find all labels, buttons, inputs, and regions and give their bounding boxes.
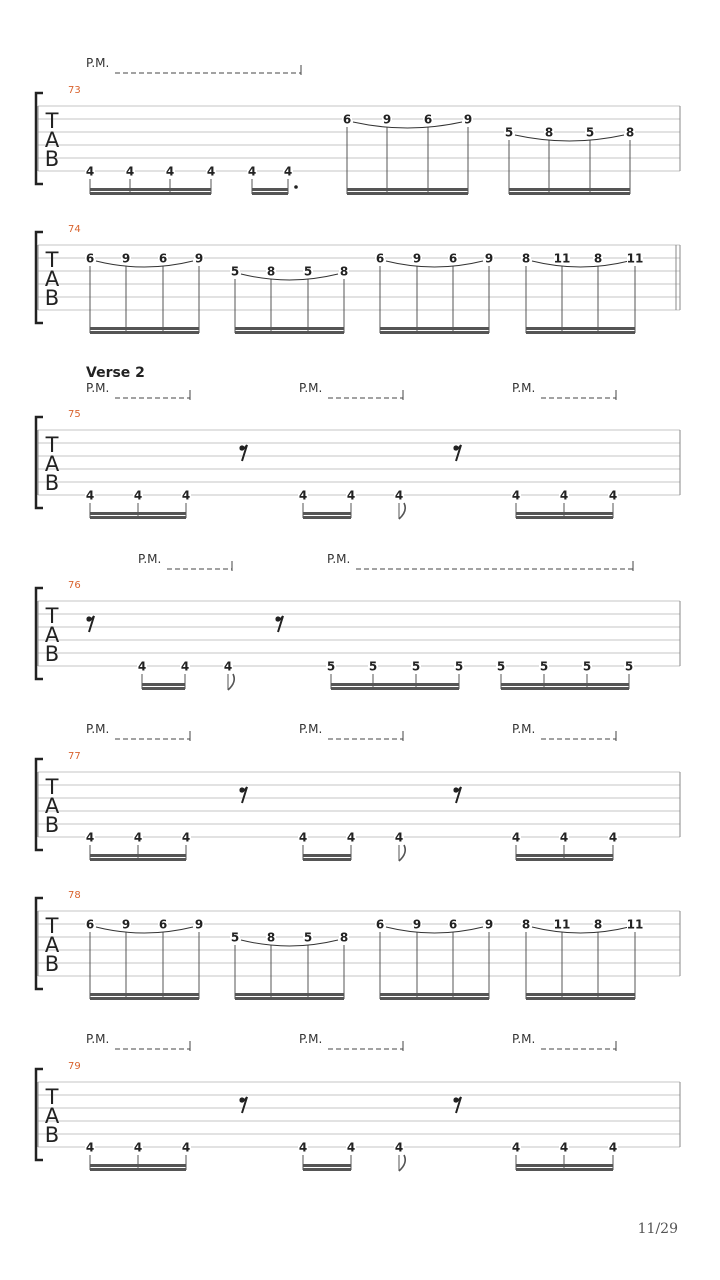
beam-group xyxy=(142,674,185,690)
fret-number: 4 xyxy=(133,488,143,503)
fret-number: 4 xyxy=(181,1140,191,1155)
fret-number: 4 xyxy=(298,1140,308,1155)
tab-clef-a: A xyxy=(44,267,60,291)
fret-number: 6 xyxy=(423,112,433,127)
flagged-note xyxy=(399,845,405,861)
beam xyxy=(90,1168,186,1171)
fret-number: 5 xyxy=(539,659,549,674)
measure-number: 77 xyxy=(68,751,81,762)
tab-clef-b: B xyxy=(44,813,60,837)
tab-clef-t: T xyxy=(45,775,59,799)
beam-group xyxy=(90,845,186,861)
fret-number: 5 xyxy=(230,930,240,945)
fret-number: 4 xyxy=(298,830,308,845)
measure-number: 76 xyxy=(68,580,81,591)
eighth-rest xyxy=(453,1097,461,1113)
fret-number: 8 xyxy=(521,251,531,266)
beam-group xyxy=(347,127,468,195)
tab-clef-b: B xyxy=(44,642,60,666)
fret-number: 4 xyxy=(206,164,216,179)
fret-number: 5 xyxy=(454,659,464,674)
fret-number: 8 xyxy=(544,125,554,140)
beam xyxy=(235,997,344,1000)
fret-number: 4 xyxy=(223,659,233,674)
slur xyxy=(96,261,193,267)
fret-number: 9 xyxy=(121,917,131,932)
eighth-rest xyxy=(239,787,247,803)
tab-clef-a: A xyxy=(44,623,60,647)
tab-clef-a: A xyxy=(44,128,60,152)
slur xyxy=(532,927,629,933)
fret-number: 4 xyxy=(511,830,521,845)
beam xyxy=(526,997,635,1000)
eighth-rest xyxy=(239,445,247,461)
beam xyxy=(331,683,459,686)
eighth-rest xyxy=(453,787,461,803)
eighth-rest xyxy=(86,616,94,632)
note-flag xyxy=(399,503,405,519)
fret-number: 6 xyxy=(85,917,95,932)
beam xyxy=(526,327,635,330)
beam-group xyxy=(331,674,459,690)
tab-clef-a: A xyxy=(44,794,60,818)
beam xyxy=(90,188,211,191)
flagged-note xyxy=(399,1155,405,1171)
beam xyxy=(501,683,629,686)
fret-number: 11 xyxy=(626,917,644,932)
beam xyxy=(252,188,258,191)
fret-number: 5 xyxy=(582,659,592,674)
fret-number: 5 xyxy=(230,264,240,279)
fret-number: 4 xyxy=(608,1140,618,1155)
beam-group xyxy=(303,1155,351,1171)
tab-system xyxy=(36,722,680,861)
beam-group xyxy=(90,266,199,334)
eighth-rest xyxy=(275,616,283,632)
slur xyxy=(96,927,193,933)
slur xyxy=(241,274,338,280)
beam xyxy=(90,993,199,996)
system-bracket xyxy=(36,93,43,184)
fret-number: 4 xyxy=(247,164,257,179)
tab-clef-a: A xyxy=(44,452,60,476)
fret-number: 5 xyxy=(368,659,378,674)
page-number: 11/29 xyxy=(637,1221,678,1237)
beam xyxy=(252,192,288,195)
beam xyxy=(509,192,630,195)
system-bracket xyxy=(36,759,43,850)
measure-number: 73 xyxy=(68,85,81,96)
fret-number: 4 xyxy=(85,164,95,179)
fret-number: 4 xyxy=(181,830,191,845)
fret-number: 4 xyxy=(133,1140,143,1155)
fret-number: 4 xyxy=(511,488,521,503)
eighth-rest xyxy=(239,1097,247,1113)
palm-mute-label: P.M. xyxy=(86,56,110,70)
fret-number: 8 xyxy=(266,264,276,279)
beam xyxy=(235,327,344,330)
beam-group xyxy=(380,266,489,334)
tab-clef-t: T xyxy=(45,433,59,457)
fret-number: 4 xyxy=(165,164,175,179)
palm-mute-label: P.M. xyxy=(86,1032,110,1046)
fret-number: 6 xyxy=(375,917,385,932)
fret-number: 5 xyxy=(585,125,595,140)
fret-number: 4 xyxy=(298,488,308,503)
beam xyxy=(331,687,459,690)
fret-number: 6 xyxy=(448,917,458,932)
palm-mute-label: P.M. xyxy=(86,381,110,395)
tab-clef-a: A xyxy=(44,1104,60,1128)
tab-system xyxy=(36,224,680,334)
beam xyxy=(347,192,468,195)
fret-number: 6 xyxy=(158,917,168,932)
beam-group xyxy=(252,179,298,195)
tab-clef-t: T xyxy=(45,1085,59,1109)
palm-mute-label: P.M. xyxy=(138,552,162,566)
beam-group xyxy=(303,845,351,861)
beam xyxy=(90,1164,138,1167)
palm-mute-label: P.M. xyxy=(512,1032,536,1046)
fret-number: 9 xyxy=(412,251,422,266)
beam xyxy=(526,993,635,996)
dot xyxy=(294,185,298,189)
fret-number: 5 xyxy=(326,659,336,674)
beam xyxy=(303,516,351,519)
palm-mute-label: P.M. xyxy=(512,381,536,395)
beam xyxy=(526,331,635,334)
fret-number: 5 xyxy=(624,659,634,674)
fret-number: 8 xyxy=(266,930,276,945)
beam-group xyxy=(303,503,351,519)
slur xyxy=(353,122,462,128)
system-bracket xyxy=(36,232,43,323)
beam-group xyxy=(90,932,199,1000)
beam-group xyxy=(235,945,344,1000)
beam xyxy=(303,1164,351,1167)
fret-number: 9 xyxy=(412,917,422,932)
palm-mute-label: P.M. xyxy=(299,1032,323,1046)
fret-number: 4 xyxy=(85,488,95,503)
tab-system xyxy=(36,890,680,1000)
beam-group xyxy=(526,266,635,334)
fret-number: 9 xyxy=(194,917,204,932)
fret-number: 9 xyxy=(194,251,204,266)
tab-system xyxy=(36,365,680,519)
fret-number: 4 xyxy=(85,1140,95,1155)
palm-mute-label: P.M. xyxy=(327,552,351,566)
beam-group xyxy=(380,932,489,1000)
system-bracket xyxy=(36,1069,43,1160)
beam xyxy=(501,687,629,690)
beam xyxy=(235,993,344,996)
fret-number: 6 xyxy=(448,251,458,266)
fret-number: 9 xyxy=(484,917,494,932)
fret-number: 4 xyxy=(394,830,404,845)
fret-number: 8 xyxy=(521,917,531,932)
beam xyxy=(516,1164,564,1167)
tab-clef-t: T xyxy=(45,248,59,272)
beam xyxy=(380,327,489,330)
system-bracket xyxy=(36,588,43,679)
beam xyxy=(90,331,199,334)
measure-number: 74 xyxy=(68,224,81,235)
fret-number: 9 xyxy=(463,112,473,127)
beam-group xyxy=(501,674,629,690)
fret-number: 6 xyxy=(158,251,168,266)
beam-group xyxy=(516,503,613,519)
palm-mute-label: P.M. xyxy=(299,722,323,736)
beam-group xyxy=(516,845,613,861)
fret-number: 5 xyxy=(504,125,514,140)
beam-group xyxy=(90,503,186,519)
fret-number: 5 xyxy=(303,930,313,945)
beam xyxy=(90,327,199,330)
beam xyxy=(90,516,186,519)
fret-number: 4 xyxy=(85,830,95,845)
fret-number: 9 xyxy=(382,112,392,127)
palm-mute-label: P.M. xyxy=(512,722,536,736)
beam xyxy=(303,1168,351,1171)
fret-number: 11 xyxy=(553,917,571,932)
fret-number: 5 xyxy=(303,264,313,279)
tab-system xyxy=(36,56,680,195)
tab-system xyxy=(36,1032,680,1171)
fret-number: 4 xyxy=(137,659,147,674)
beam xyxy=(303,854,351,857)
fret-number: 8 xyxy=(339,264,349,279)
fret-number: 8 xyxy=(339,930,349,945)
tab-clef-b: B xyxy=(44,286,60,310)
slur xyxy=(386,261,483,267)
beam-group xyxy=(235,279,344,334)
fret-number: 4 xyxy=(346,1140,356,1155)
fret-number: 5 xyxy=(411,659,421,674)
fret-number: 4 xyxy=(346,488,356,503)
tab-system xyxy=(36,552,680,690)
beam xyxy=(347,188,468,191)
fret-number: 9 xyxy=(121,251,131,266)
beam-group xyxy=(90,1155,186,1171)
fret-number: 4 xyxy=(559,488,569,503)
tab-clef-b: B xyxy=(44,471,60,495)
note-flag xyxy=(228,674,234,690)
slur xyxy=(386,927,483,933)
fret-number: 4 xyxy=(394,1140,404,1155)
fret-number: 8 xyxy=(593,917,603,932)
tab-clef-a: A xyxy=(44,933,60,957)
tab-clef-t: T xyxy=(45,604,59,628)
fret-number: 8 xyxy=(593,251,603,266)
measure-number: 75 xyxy=(68,409,81,420)
note-flag xyxy=(399,845,405,861)
tab-clef-b: B xyxy=(44,147,60,171)
fret-number: 4 xyxy=(346,830,356,845)
fret-number: 4 xyxy=(181,488,191,503)
beam xyxy=(516,516,613,519)
slur xyxy=(515,135,624,141)
beam-group xyxy=(90,179,211,195)
beam xyxy=(142,687,185,690)
beam-group xyxy=(526,932,635,1000)
beam xyxy=(90,192,211,195)
beam-group xyxy=(516,1155,613,1171)
beam xyxy=(303,512,351,515)
fret-number: 4 xyxy=(608,830,618,845)
fret-number: 4 xyxy=(559,1140,569,1155)
beam xyxy=(235,331,344,334)
system-bracket xyxy=(36,898,43,989)
palm-mute-label: P.M. xyxy=(299,381,323,395)
eighth-rest xyxy=(453,445,461,461)
beam xyxy=(509,188,630,191)
fret-number: 8 xyxy=(625,125,635,140)
fret-number: 9 xyxy=(484,251,494,266)
beam xyxy=(90,858,186,861)
fret-number: 4 xyxy=(559,830,569,845)
beam xyxy=(380,331,489,334)
beam xyxy=(516,1168,613,1171)
fret-number: 6 xyxy=(342,112,352,127)
tab-clef-b: B xyxy=(44,1123,60,1147)
beam-group xyxy=(509,140,630,195)
beam xyxy=(516,858,613,861)
beam xyxy=(380,997,489,1000)
beam xyxy=(380,993,489,996)
tab-clef-b: B xyxy=(44,952,60,976)
beam xyxy=(516,512,564,515)
beam xyxy=(516,854,564,857)
flagged-note xyxy=(228,674,234,690)
slur xyxy=(532,261,629,267)
fret-number: 4 xyxy=(283,164,293,179)
flagged-note xyxy=(399,503,405,519)
fret-number: 4 xyxy=(133,830,143,845)
beam xyxy=(90,512,138,515)
slur xyxy=(241,940,338,946)
beam xyxy=(90,854,138,857)
fret-number: 11 xyxy=(626,251,644,266)
fret-number: 4 xyxy=(125,164,135,179)
section-label: Verse 2 xyxy=(86,365,145,381)
measure-number: 78 xyxy=(68,890,81,901)
beam xyxy=(303,858,351,861)
fret-number: 6 xyxy=(85,251,95,266)
measure-number: 79 xyxy=(68,1061,81,1072)
beam xyxy=(90,997,199,1000)
tab-clef-t: T xyxy=(45,109,59,133)
fret-number: 5 xyxy=(496,659,506,674)
palm-mute-label: P.M. xyxy=(86,722,110,736)
fret-number: 4 xyxy=(180,659,190,674)
fret-number: 4 xyxy=(394,488,404,503)
system-bracket xyxy=(36,417,43,508)
fret-number: 6 xyxy=(375,251,385,266)
beam xyxy=(142,683,185,686)
fret-number: 4 xyxy=(511,1140,521,1155)
fret-number: 11 xyxy=(553,251,571,266)
tab-clef-t: T xyxy=(45,914,59,938)
note-flag xyxy=(399,1155,405,1171)
fret-number: 4 xyxy=(608,488,618,503)
